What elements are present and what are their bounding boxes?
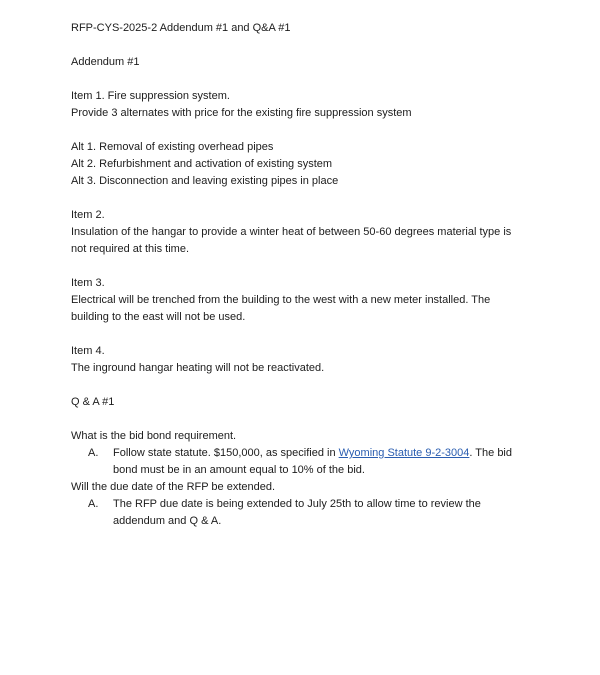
- spacer: [71, 377, 523, 394]
- item3-body: Electrical will be trenched from the building to the west with a new meter installed. The building to the east will not be used.: [71, 294, 491, 323]
- item3-heading: Item 3.: [71, 277, 105, 289]
- spacer: [71, 411, 523, 428]
- item2-body: Insulation of the hangar to provide a winter heat of between 50-60 degrees material type is not required at this time.: [71, 226, 512, 255]
- addendum-heading: Addendum #1: [71, 56, 140, 68]
- spacer: [71, 37, 523, 54]
- question-1: What is the bid bond requirement.: [71, 430, 237, 442]
- spacer: [71, 326, 523, 343]
- spacer: [71, 258, 523, 275]
- answer-2-marker: A.: [88, 498, 99, 510]
- answer-2-text: The RFP due date is being extended to July 25th to allow time to review the addendum and Q & A.: [113, 498, 481, 527]
- alt1-line: Alt 1. Removal of existing overhead pipes: [71, 141, 274, 153]
- document-title: RFP-CYS-2025-2 Addendum #1 and Q&A #1: [71, 22, 291, 34]
- document-body: [71, 20, 523, 530]
- answer-2-item: [71, 496, 523, 530]
- item1-heading: Item 1. Fire suppression system.: [71, 90, 230, 102]
- spacer: [71, 71, 523, 88]
- spacer: [71, 122, 523, 139]
- item1-body: Provide 3 alternates with price for the existing fire suppression system: [71, 107, 412, 119]
- item4-heading: Item 4.: [71, 345, 105, 357]
- answer-2-block: [71, 496, 523, 530]
- item4-body: The inground hangar heating will not be reactivated.: [71, 362, 325, 374]
- spacer: [71, 190, 523, 207]
- answer-1-block: [71, 445, 523, 479]
- answer-1-marker: A.: [88, 447, 99, 459]
- item2-heading: Item 2.: [71, 209, 105, 221]
- alt2-line: Alt 2. Refurbishment and activation of existing system: [71, 158, 333, 170]
- answer-1-item: [71, 445, 523, 479]
- question-2: Will the due date of the RFP be extended.: [71, 481, 276, 493]
- qa-heading: Q & A #1: [71, 396, 115, 408]
- wyoming-statute-link[interactable]: Wyoming Statute 9-2-3004: [338, 447, 470, 459]
- alt3-line: Alt 3. Disconnection and leaving existing pipes in place: [71, 175, 339, 187]
- answer-1-text-after-link: . The bid bond must be in an amount equal to 10% of the bid.: [113, 447, 512, 476]
- answer-1-text-before-link: Follow state statute. $150,000, as specified in: [113, 447, 339, 459]
